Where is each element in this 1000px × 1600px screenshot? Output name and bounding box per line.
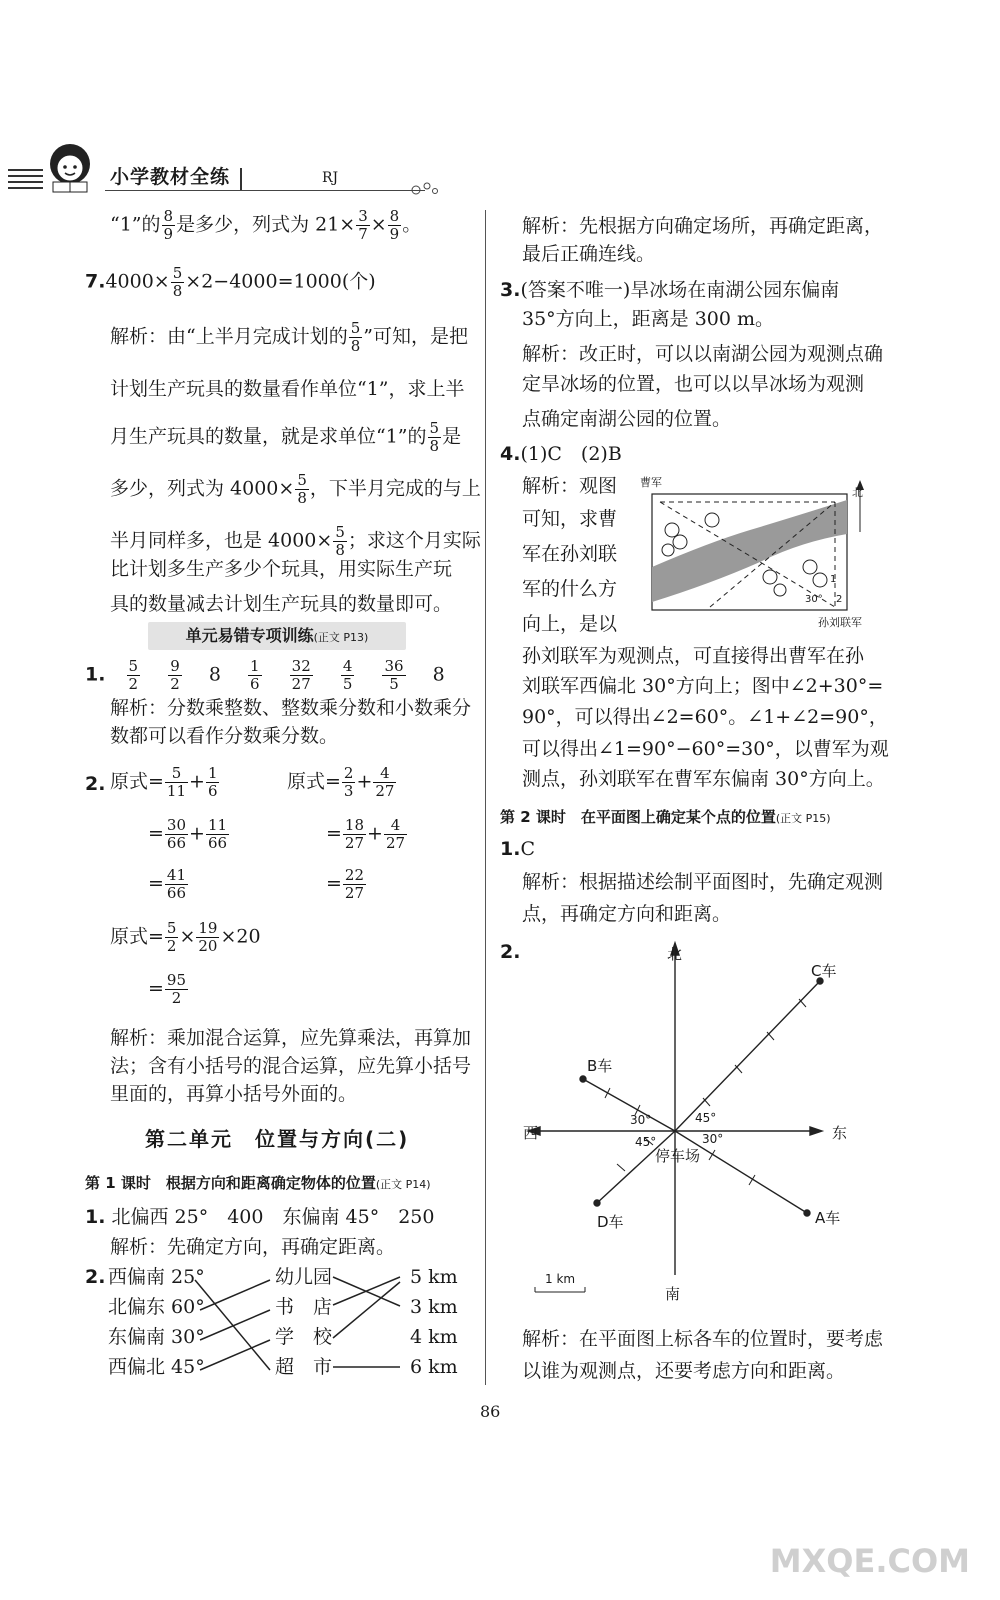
question-2-label: 2. xyxy=(500,941,521,963)
compass-car-a: A车 xyxy=(815,1209,841,1227)
calc-line: 原式= $\frac{2}{3}$ + $\frac{4}{27}$ xyxy=(287,764,395,800)
compass-east: 东 xyxy=(832,1124,848,1142)
header-logo xyxy=(8,140,108,199)
compass-west: 西 xyxy=(523,1124,539,1142)
analysis-line: 月生产玩具的数量，就是求单位“1”的 $\frac{5}{8}$ 是 xyxy=(110,419,462,455)
question-2-label: 2. xyxy=(85,773,106,795)
question-2-label: 2. xyxy=(85,1266,106,1288)
analysis-line: 刘联军西偏北 30°方向上；图中∠2+30°= xyxy=(522,675,884,697)
analysis-line: 点，再确定方向和距离。 xyxy=(522,903,732,925)
question-1: 1. 北偏西 25° 400 东偏南 45° 250 xyxy=(85,1206,435,1228)
battle-map xyxy=(640,472,880,632)
header-bar xyxy=(240,168,242,190)
analysis-line: 解析：改正时，可以以南湖公园为观测点确 xyxy=(522,343,884,365)
question-1: 1.C xyxy=(500,838,535,860)
analysis-line: 解析：在平面图上标各车的位置时，要考虑 xyxy=(522,1328,884,1350)
analysis-line: 解析：观图 xyxy=(522,475,618,497)
header-brand: 小学教材全练 xyxy=(110,166,231,188)
compass-diagram xyxy=(515,935,865,1310)
analysis-line: 以谁为观测点，还要考虑方向和距离。 xyxy=(522,1360,846,1382)
compass-angle: 30° xyxy=(630,1113,652,1127)
header-edition: RJ xyxy=(322,170,339,186)
calc-line: = $\frac{41}{66}$ xyxy=(148,866,187,902)
unit-title: 第二单元 位置与方向(二) xyxy=(145,1127,410,1151)
header-rule xyxy=(105,190,425,191)
match-left: 东偏南 30° xyxy=(108,1326,205,1348)
analysis-line: 孙刘联军为观测点，可直接得出曹军在孙 xyxy=(522,645,865,667)
match-lines xyxy=(190,1260,410,1380)
analysis-line: 90°，可以得出∠2=60°。∠1+∠2=90°， xyxy=(522,706,888,728)
text-line: “1”的 $\frac{8}{9}$ 是多少，列式为 21× $\frac{3}{7}$ × $\frac{8}{9}$ 。 xyxy=(110,207,422,243)
question-7: 7.4000× $\frac{5}{8}$ ×2−4000=1000(个) xyxy=(85,264,376,300)
map-label-sun: 孙刘联军 xyxy=(818,616,862,629)
compass-car-d: D车 xyxy=(597,1213,624,1231)
map-label-angle: 30° xyxy=(805,594,823,605)
compass-angle: 45° xyxy=(635,1135,657,1149)
map-label-cao: 曹军 xyxy=(640,476,662,489)
analysis-line: 具的数量减去计划生产玩具的数量即可。 xyxy=(110,593,453,615)
compass-angle: 30° xyxy=(702,1132,724,1146)
column-divider xyxy=(485,210,486,1385)
compass-center: 停车场 xyxy=(655,1147,701,1165)
calc-line: = $\frac{18}{27}$ + $\frac{4}{27}$ xyxy=(326,816,406,852)
scale-label: 1 km xyxy=(545,1272,576,1286)
text-line: 35°方向上，距离是 300 m。 xyxy=(522,308,775,330)
map-label-n1: 1 xyxy=(830,574,837,585)
header-dots-icon xyxy=(410,178,440,198)
analysis-line: 测点，孙刘联军在曹军东偏南 30°方向上。 xyxy=(522,768,885,790)
calc-line: 原式= $\frac{5}{11}$ + $\frac{1}{6}$ xyxy=(110,764,218,800)
analysis-line: 多少，列式为 4000× $\frac{5}{8}$ ，下半月完成的与上 xyxy=(110,471,481,507)
match-left: 北偏东 60° xyxy=(108,1296,205,1318)
question-4: 4.(1)C (2)B xyxy=(500,443,622,465)
analysis-line: 向上，是以 xyxy=(522,613,618,635)
match-left: 西偏北 45° xyxy=(108,1356,205,1378)
map-label-n2: 2 xyxy=(836,594,843,605)
match-mid: 超 市 xyxy=(275,1356,333,1378)
analysis-line: 军的什么方 xyxy=(522,578,618,600)
analysis-line: 里面的，再算小括号外面的。 xyxy=(110,1083,358,1105)
analysis-line: 最后正确连线。 xyxy=(522,243,656,265)
compass-south: 南 xyxy=(665,1285,681,1303)
compass-north: 北 xyxy=(667,945,683,963)
analysis-line: 半月同样多，也是 4000× $\frac{5}{8}$ ；求这个月实际 xyxy=(110,523,481,559)
match-right: 6 km xyxy=(410,1356,458,1378)
match-mid: 幼儿园 xyxy=(275,1266,333,1288)
watermark: MXQE.COM xyxy=(769,1542,970,1580)
compass-angle: 45° xyxy=(695,1111,717,1125)
section-heading: 单元易错专项训练(正文 P13) xyxy=(148,622,406,650)
compass-car-b: B车 xyxy=(587,1057,613,1075)
analysis-line: 解析：先根据方向确定场所，再确定距离， xyxy=(522,215,884,237)
analysis-line: 定旱冰场的位置，也可以以旱冰场为观测 xyxy=(522,373,865,395)
analysis-line: 解析：由“上半月完成计划的 $\frac{5}{8}$ ”可知，是把 xyxy=(110,319,468,355)
calc-line: = $\frac{30}{66}$ + $\frac{11}{66}$ xyxy=(148,816,228,852)
analysis-line: 军在孙刘联 xyxy=(522,543,618,565)
analysis-line: 比计划多生产多少个玩具，用实际生产玩 xyxy=(110,558,453,580)
match-left: 西偏南 25° xyxy=(108,1266,205,1288)
map-label-north: 北 xyxy=(852,486,863,499)
calc-line: = $\frac{22}{27}$ xyxy=(326,866,365,902)
match-mid: 书 店 xyxy=(275,1296,333,1318)
calc-line: 原式= $\frac{5}{2}$ × $\frac{19}{20}$ ×20 xyxy=(110,919,261,955)
lesson-heading: 第 2 课时 在平面图上确定某个点的位置(正文 P15) xyxy=(500,808,831,826)
match-right: 3 km xyxy=(410,1296,458,1318)
analysis-line: 解析：乘加混合运算，应先算乘法，再算加 xyxy=(110,1027,472,1049)
calc-line: = $\frac{95}{2}$ xyxy=(148,971,187,1007)
analysis-line: 计划生产玩具的数量看作单位“1”，求上半 xyxy=(110,378,465,400)
page-number: 86 xyxy=(480,1402,501,1421)
lesson-heading: 第 1 课时 根据方向和距离确定物体的位置(正文 P14) xyxy=(85,1174,431,1192)
question-3: 3.(答案不唯一)旱冰场在南湖公园东偏南 xyxy=(500,279,840,301)
analysis-line: 数都可以看作分数乘分数。 xyxy=(110,725,339,747)
analysis-line: 点确定南湖公园的位置。 xyxy=(522,408,732,430)
analysis-line: 可知，求曹 xyxy=(522,508,618,530)
analysis-line: 法；含有小括号的混合运算，应先算小括号 xyxy=(110,1055,472,1077)
analysis-line: 可以得出∠1=90°−60°=30°，以曹军为观 xyxy=(522,738,889,760)
analysis-line: 解析：分数乘整数、整数乘分数和小数乘分 xyxy=(110,697,472,719)
match-right: 4 km xyxy=(410,1326,458,1348)
analysis-line: 解析：根据描述绘制平面图时，先确定观测 xyxy=(522,871,884,893)
question-1: 1. $\frac{5}{2}$ $\frac{9}{2}$ 8 $\frac{1}{6}$ $\frac{32}{27}$ $\frac{4}{5}$ $\frac{36}{5}$ 8 xyxy=(85,657,445,693)
match-right: 5 km xyxy=(410,1266,458,1288)
analysis-line: 解析：先确定方向，再确定距离。 xyxy=(110,1236,396,1258)
compass-car-c: C车 xyxy=(811,962,837,980)
match-mid: 学 校 xyxy=(275,1326,333,1348)
